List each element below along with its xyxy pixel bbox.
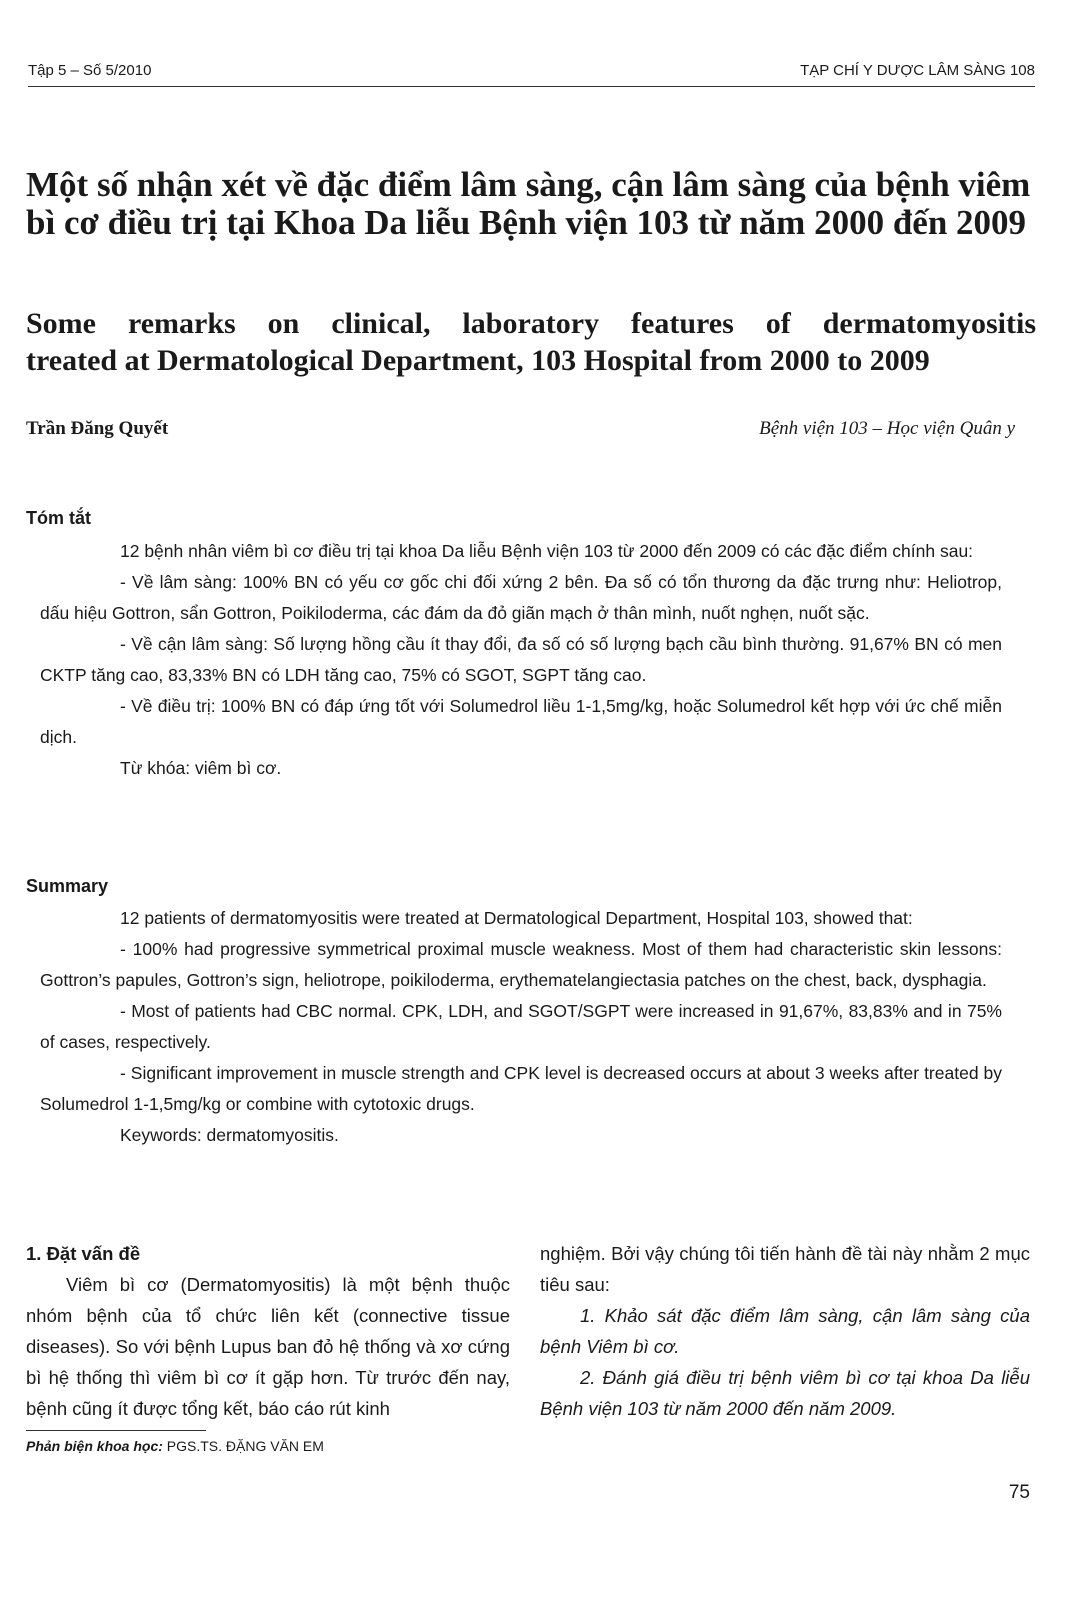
title-vietnamese: Một số nhận xét về đặc điểm lâm sàng, cận lâm sàng của bệnh viêm bì cơ điều trị tại Khoa Da liễu Bệnh viện 103 từ năm 2000 đến 2009 — [26, 165, 1031, 242]
abstract-paragraph: 12 bệnh nhân viêm bì cơ điều trị tại khoa Da liễu Bệnh viện 103 từ 2000 đến 2009 có các đặc điểm chính sau: — [120, 541, 974, 561]
right-column — [540, 1238, 1030, 1424]
title-english — [26, 305, 1036, 379]
abstract-vi — [40, 536, 1002, 784]
keywords-en: Keywords: dermatomyositis. — [120, 1125, 339, 1145]
abstract-paragraph: - Về cận lâm sàng: Số lượng hồng cầu ít thay đổi, đa số có số lượng bạch cầu bình thường. 91,67% BN có men CKTP tăng cao, 83,33% BN có LDH tăng cao, 75% có SGOT, SGPT tăng cao. — [40, 634, 1002, 685]
abstract-paragraph: - Về lâm sàng: 100% BN có yếu cơ gốc chi đối xứng 2 bên. Đa số có tổn thương da đặc trưng như: Heliotrop, dấu hiệu Gottron, sẩn Gottron, Poikiloderma, các đám da đỏ giãn mạch ở thân mình, nuốt nghẹn, nuốt sặc. — [40, 572, 1002, 623]
objective-item: 1. Khảo sát đặc điểm lâm sàng, cận lâm sàng của bệnh Viêm bì cơ. — [540, 1305, 1030, 1357]
body-paragraph: nghiệm. Bởi vậy chúng tôi tiến hành đề tài này nhằm 2 mục tiêu sau: — [540, 1243, 1030, 1295]
page-number: 75 — [1008, 1482, 1030, 1503]
footnote-rule — [26, 1430, 206, 1431]
left-column — [26, 1238, 510, 1424]
section-heading: 1. Đặt vấn đề — [26, 1243, 141, 1264]
author: Trần Đăng Quyết — [26, 418, 169, 439]
reviewer-name: PGS.TS. ĐẶNG VĂN EM — [166, 1438, 324, 1454]
header-volume: Tập 5 – Số 5/2010 — [28, 62, 152, 79]
reviewer-note — [26, 1438, 324, 1454]
title-english-line: treated at Dermatological Department, 103 Hospital from 2000 to 2009 — [26, 344, 930, 377]
reviewer-label: Phản biện khoa học: — [26, 1438, 163, 1454]
affiliation: Bệnh viện 103 – Học viện Quân y — [759, 418, 1015, 439]
abstract-paragraph: - Most of patients had CBC normal. CPK, LDH, and SGOT/SGPT were increased in 91,67%, 83,83% and in 75% of cases, respectively. — [40, 1001, 1002, 1052]
abstract-vi-heading: Tóm tắt — [26, 508, 91, 528]
abstract-en — [40, 903, 1002, 1151]
header-rule — [28, 86, 1035, 87]
abstract-en-heading: Summary — [26, 876, 109, 896]
abstract-paragraph: - Significant improvement in muscle strength and CPK level is decreased occurs at about 3 weeks after treated by Solumedrol 1-1,5mg/kg or combine with cytotoxic drugs. — [40, 1063, 1002, 1114]
abstract-paragraph: - Về điều trị: 100% BN có đáp ứng tốt với Solumedrol liều 1-1,5mg/kg, hoặc Solumedrol kết hợp với ức chế miễn dịch. — [40, 696, 1002, 747]
title-english-line: Some remarks on clinical, laboratory features of dermatomyositis — [26, 307, 1036, 340]
objective-item: 2. Đánh giá điều trị bệnh viêm bì cơ tại khoa Da liễu Bệnh viện 103 từ năm 2000 đến năm 2009. — [540, 1367, 1030, 1419]
body-paragraph: Viêm bì cơ (Dermatomyositis) là một bệnh thuộc nhóm bệnh của tổ chức liên kết (connective tissue diseases). So với bệnh Lupus ban đỏ hệ thống và xơ cứng bì hệ thống thì viêm bì cơ ít gặp hơn. Từ trước đến nay, bệnh cũng ít được tổng kết, báo cáo rút kinh — [26, 1274, 510, 1419]
keywords-vi: Từ khóa: viêm bì cơ. — [120, 758, 282, 778]
abstract-paragraph: - 100% had progressive symmetrical proximal muscle weakness. Most of them had characteristic skin lessons: Gottron’s papules, Gottron’s sign, heliotrope, poikiloderma, erythematelangiectasia patches on the chest, back, dysphagia. — [40, 939, 1002, 990]
header-journal: TẠP CHÍ Y DƯỢC LÂM SÀNG 108 — [800, 62, 1035, 79]
abstract-paragraph: 12 patients of dermatomyositis were treated at Dermatological Department, Hospital 103, showed that: — [120, 908, 913, 928]
